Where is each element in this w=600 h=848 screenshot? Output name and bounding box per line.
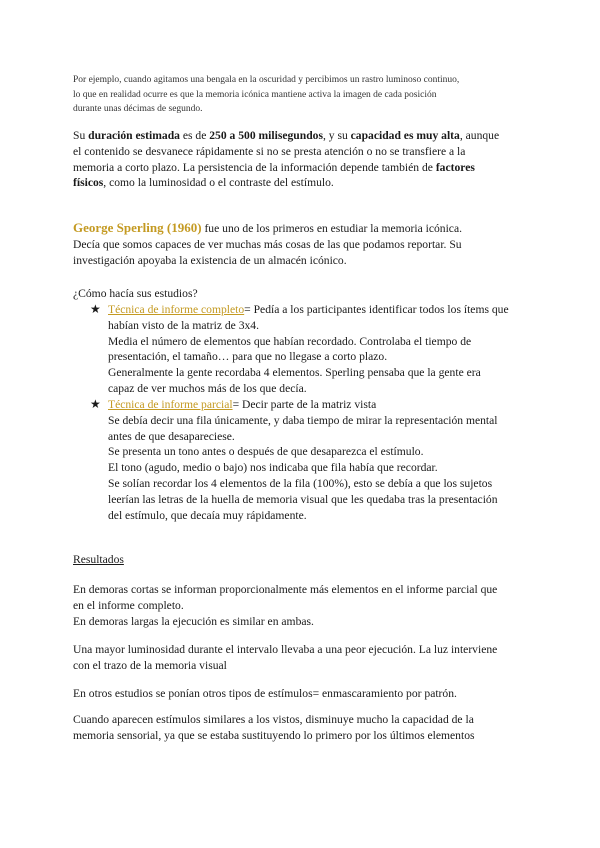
text-run: fue uno de los primeros en estudiar la memoria icónica. [201,222,462,235]
full-report-line: capaz de ver muchos más de los que decía. [108,381,307,395]
text-run: es de [179,129,210,142]
bullet-full-report [90,302,530,397]
text-run: , como la luminosidad o el contraste del estímulo. [103,176,334,190]
star-bullet-icon: ★ [90,397,101,411]
duration-line-4 [73,175,533,191]
full-report-line-1 [108,302,530,318]
bold-capacity: capacidad es muy alta [350,129,460,142]
text-run: = Decir parte de la matriz vista [232,398,377,411]
results-line: En demoras largas la ejecución es similar en ambas. [73,614,314,628]
text-run: , aunque [459,129,500,142]
duration-line-3 [73,160,533,176]
bold-factores: factores [435,160,475,174]
results-paragraph-1 [73,582,533,629]
sperling-name: George Sperling (1960) [73,220,202,235]
results-line: con el trazo de la memoria visual [73,658,227,672]
partial-report-line-1 [108,397,530,413]
results-heading-text: Resultados [73,553,124,566]
partial-report-line: Se solían recordar los 4 elementos de la fila (100%), esto se debía a que los sujetos [108,476,493,490]
partial-report-line: El tono (agudo, medio o bajo) nos indicaba que fila había que recordar. [108,461,438,475]
star-bullet-icon: ★ [90,302,101,316]
results-line: En demoras cortas se informan proporcionalmente más elementos en el informe parcial que [73,583,498,596]
bullet-partial-report [90,397,530,523]
full-report-line: habían visto de la matriz de 3x4. [108,318,259,332]
results-paragraph-3 [73,686,533,702]
text-run: Su [73,129,89,142]
full-report-line: presentación, el tamaño… para que no llegase a corto plazo. [108,350,388,364]
results-heading [73,552,533,568]
sperling-line-1 [73,220,533,237]
results-line: memoria sensorial, ya que se estaba sustituyendo lo primero por los últimos elementos [73,728,475,742]
partial-report-line: leerían las letras de la huella de memoria visual que les quedaba tras la presentación [108,492,498,506]
text-run: memoria a corto plazo. La persistencia de la información depende también de [73,160,436,174]
intro-line: durante unas décimas de segundo. [73,104,203,115]
text-run: = Pedía a los participantes identificar todos los ítems que [244,303,509,316]
intro-line: lo que en realidad ocurre es que la memoria icónica mantiene activa la imagen de cada posición [73,89,437,100]
results-line: En otros estudios se ponían otros tipos de estímulos= enmascaramiento por patrón. [73,687,457,700]
sperling-paragraph [73,220,533,268]
studies-question [73,286,533,302]
partial-report-line: del estímulo, que decaía muy rápidamente. [108,508,307,522]
duration-line-2: el contenido se desvanece rápidamente si no se presta atención o no se transfiere a la [73,144,466,158]
duration-paragraph [73,128,533,191]
intro-note [73,73,533,117]
full-report-line: Generalmente la gente recordaba 4 elementos. Sperling pensaba que la gente era [108,366,481,380]
intro-line: Por ejemplo, cuando agitamos una bengala en la oscuridad y percibimos un rastro luminoso continuo, [73,75,460,85]
results-line: Una mayor luminosidad durante el intervalo llevaba a una peor ejecución. La luz interviene [73,643,498,656]
results-paragraph-4 [73,712,533,744]
sperling-line-2: Decía que somos capaces de ver muchas más cosas de las que podamos reportar. Su [73,237,462,251]
results-line: en el informe completo. [73,598,184,612]
partial-report-line: Se presenta un tono antes o después de que desaparezca el estímulo. [108,445,424,459]
partial-report-line: Se debía decir una fila únicamente, y daba tiempo de mirar la representación mental [108,413,498,427]
full-report-link[interactable]: Técnica de informe completo [108,303,245,316]
results-line: Cuando aparecen estímulos similares a los vistos, disminuye mucho la capacidad de la [73,713,474,726]
sperling-line-3: investigación apoyaba la existencia de un almacén icónico. [73,253,347,267]
duration-line-1 [73,128,533,144]
question-text: ¿Cómo hacía sus estudios? [73,287,198,300]
bold-duration: duración estimada [88,129,180,142]
partial-report-line: antes de que desapareciese. [108,429,235,443]
partial-report-link[interactable]: Técnica de informe parcial [108,398,233,411]
text-run: , y su [322,129,351,142]
bold-milliseconds: 250 a 500 milisegundos [209,129,323,142]
results-paragraph-2 [73,642,533,674]
full-report-line: Media el número de elementos que habían recordado. Controlaba el tiempo de [108,334,472,348]
bold-fisicos: físicos [73,176,104,190]
